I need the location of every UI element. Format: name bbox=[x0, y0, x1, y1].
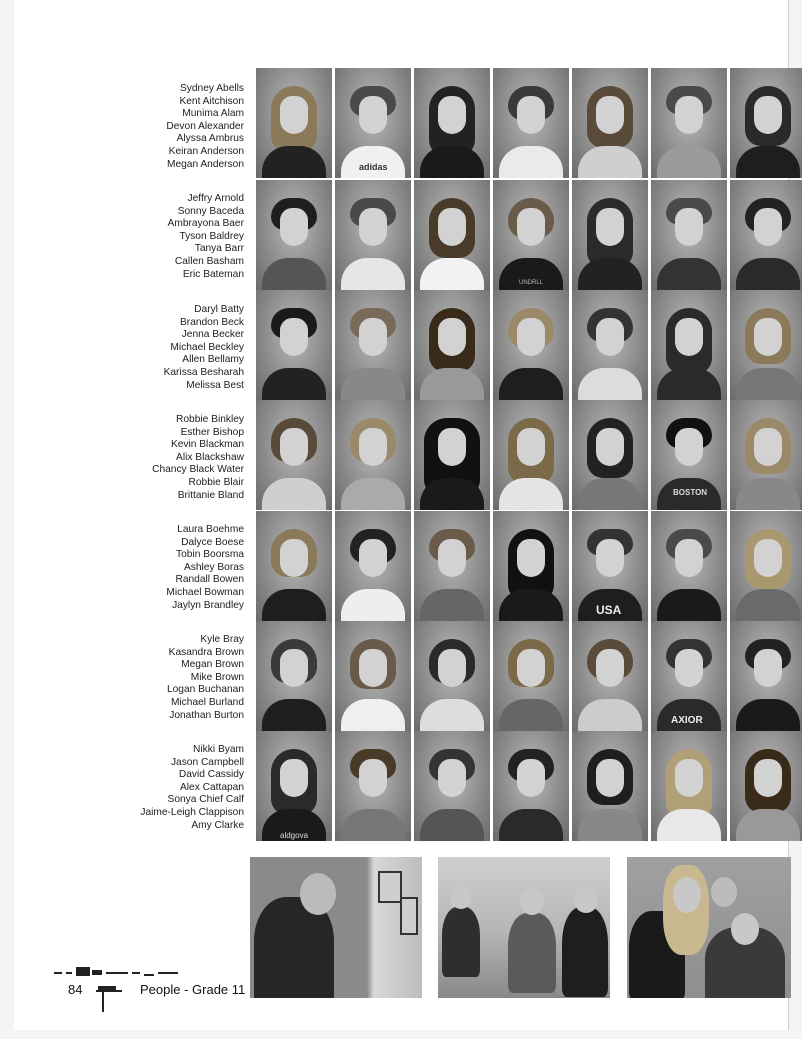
candid-photo bbox=[438, 857, 610, 998]
student-portrait bbox=[335, 68, 411, 178]
student-name: Megan Anderson bbox=[166, 158, 244, 170]
student-name: Dalyce Boese bbox=[181, 536, 244, 548]
student-name: Robbie Binkley bbox=[176, 414, 244, 425]
page-footer bbox=[54, 958, 254, 1018]
student-portrait bbox=[493, 511, 569, 621]
student-portrait bbox=[493, 731, 569, 841]
student-portrait bbox=[651, 290, 727, 400]
student-name: Eric Bateman bbox=[182, 268, 244, 280]
student-portrait bbox=[730, 68, 802, 178]
student-name: Kasandra Brown bbox=[168, 646, 244, 658]
student-name: Callen Basham bbox=[174, 255, 244, 267]
student-portrait bbox=[651, 68, 727, 178]
student-portrait bbox=[651, 511, 727, 621]
student-name: Alex Cattapan bbox=[180, 781, 244, 793]
student-name: Jonathan Burton bbox=[169, 709, 244, 721]
student-name: Randall Bowen bbox=[175, 574, 244, 586]
student-name: Alix Blackshaw bbox=[176, 451, 244, 463]
student-name: Megan Brown bbox=[181, 659, 244, 671]
student-portrait bbox=[256, 511, 332, 621]
student-name: Ashley Boras bbox=[183, 561, 244, 573]
student-portrait bbox=[493, 621, 569, 731]
student-name: Kyle Bray bbox=[200, 634, 244, 645]
student-name: Tanya Barr bbox=[194, 243, 244, 255]
student-name: Michael Beckley bbox=[170, 341, 244, 353]
student-name: Alyssa Ambrus bbox=[176, 133, 244, 145]
student-name: Amy Clarke bbox=[191, 819, 244, 831]
student-portrait bbox=[493, 290, 569, 400]
student-portrait bbox=[730, 180, 802, 290]
student-name: Laura Boehme bbox=[177, 524, 244, 535]
student-name: Munima Alam bbox=[182, 108, 244, 120]
student-portrait bbox=[335, 731, 411, 841]
student-name: Allen Bellamy bbox=[182, 354, 244, 366]
candid-photo bbox=[250, 857, 422, 998]
student-name: Michael Burland bbox=[170, 696, 244, 708]
student-name: Jaylyn Brandley bbox=[172, 599, 244, 611]
student-name: David Cassidy bbox=[178, 769, 244, 781]
student-portrait bbox=[572, 180, 648, 290]
student-portrait bbox=[414, 180, 490, 290]
student-name: Daryl Batty bbox=[194, 304, 244, 315]
shirt-text: UNDRLL bbox=[519, 280, 544, 286]
student-portrait bbox=[335, 180, 411, 290]
student-portrait bbox=[651, 180, 727, 290]
shirt-text: BOSTON bbox=[673, 488, 708, 497]
student-name: Melissa Best bbox=[186, 379, 244, 391]
student-name: Devon Alexander bbox=[166, 120, 244, 132]
student-portrait bbox=[493, 68, 569, 178]
name-list bbox=[114, 83, 244, 171]
student-portrait bbox=[651, 621, 727, 731]
student-name: Chancy Black Water bbox=[152, 464, 244, 476]
student-name: Mike Brown bbox=[190, 671, 244, 683]
student-portrait bbox=[414, 621, 490, 731]
student-portrait bbox=[572, 511, 648, 621]
student-name: Sydney Abells bbox=[180, 83, 244, 94]
student-portrait bbox=[493, 180, 569, 290]
student-portrait bbox=[335, 621, 411, 731]
student-portrait bbox=[730, 400, 802, 510]
name-list bbox=[114, 304, 244, 392]
student-name: Michael Bowman bbox=[166, 586, 244, 598]
student-name: Jenna Becker bbox=[181, 329, 244, 341]
student-portrait bbox=[730, 621, 802, 731]
student-portrait bbox=[335, 400, 411, 510]
student-name: Kent Aitchison bbox=[179, 95, 244, 107]
student-portrait bbox=[256, 290, 332, 400]
student-name: Jeffry Arnold bbox=[187, 193, 244, 204]
student-portrait bbox=[256, 180, 332, 290]
student-portrait bbox=[572, 290, 648, 400]
student-portrait bbox=[493, 400, 569, 510]
student-portrait bbox=[414, 731, 490, 841]
section-title: People - Grade 11 bbox=[140, 982, 246, 997]
student-name: Brandon Beck bbox=[180, 316, 244, 328]
student-portrait bbox=[414, 290, 490, 400]
student-portrait bbox=[414, 68, 490, 178]
student-portrait bbox=[256, 731, 332, 841]
shirt-text: adidas bbox=[359, 162, 388, 172]
student-name: Ambrayona Baer bbox=[167, 218, 244, 230]
page-number: 84 bbox=[68, 982, 83, 997]
candid-photo bbox=[627, 857, 791, 998]
shirt-text: AXIOR bbox=[671, 715, 703, 726]
student-name: Tyson Baldrey bbox=[179, 230, 244, 242]
student-portrait bbox=[730, 731, 802, 841]
student-name: Keiran Anderson bbox=[168, 145, 244, 157]
student-portrait bbox=[414, 511, 490, 621]
student-name: Kevin Blackman bbox=[170, 439, 244, 451]
student-portrait bbox=[256, 400, 332, 510]
student-portrait bbox=[335, 511, 411, 621]
student-portrait bbox=[730, 290, 802, 400]
student-portrait bbox=[572, 621, 648, 731]
student-portrait bbox=[256, 621, 332, 731]
student-name: Robbie Blair bbox=[188, 476, 244, 488]
student-name: Logan Buchanan bbox=[166, 684, 244, 696]
student-name: Sonya Chief Calf bbox=[167, 794, 244, 806]
name-list bbox=[114, 634, 244, 722]
name-list bbox=[114, 414, 244, 502]
student-portrait bbox=[572, 731, 648, 841]
student-name: Sonny Baceda bbox=[177, 205, 244, 217]
student-portrait bbox=[335, 290, 411, 400]
student-name: Karissa Besharah bbox=[163, 366, 244, 378]
student-portrait bbox=[651, 731, 727, 841]
student-portrait bbox=[730, 511, 802, 621]
yearbook-page bbox=[14, 0, 789, 1030]
student-name: Jaime-Leigh Clappison bbox=[140, 806, 244, 818]
student-name: Brittanie Bland bbox=[177, 489, 244, 501]
student-portrait bbox=[256, 68, 332, 178]
student-portrait bbox=[572, 68, 648, 178]
shirt-text: USA bbox=[596, 603, 622, 617]
student-name: Tobin Boorsma bbox=[176, 549, 244, 561]
name-list bbox=[114, 193, 244, 281]
student-name: Jason Campbell bbox=[170, 756, 244, 768]
name-list bbox=[114, 524, 244, 612]
shirt-text: aldgova bbox=[280, 831, 309, 840]
decorative-mark-icon bbox=[88, 980, 128, 1014]
student-portrait bbox=[651, 400, 727, 510]
student-name: Nikki Byam bbox=[193, 744, 244, 755]
student-portrait bbox=[414, 400, 490, 510]
name-list bbox=[114, 744, 244, 832]
student-portrait bbox=[572, 400, 648, 510]
student-name: Esther Bishop bbox=[180, 426, 244, 438]
